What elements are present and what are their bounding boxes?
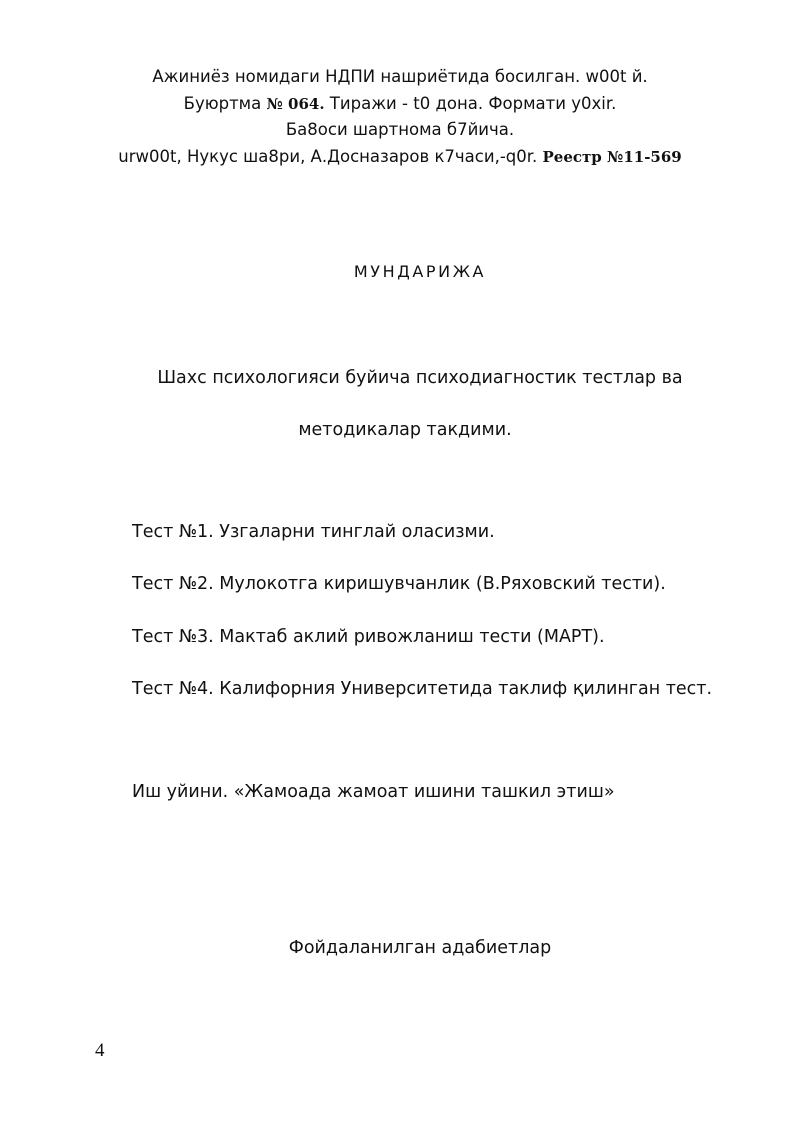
toc-item-test-1: Тест №1. Узгаларни тинглай оласизми. xyxy=(132,522,495,542)
order-number: № 064. xyxy=(266,94,325,113)
imprint-line-4 xyxy=(0,144,800,171)
publisher-address: urw00t, Нукус ша8ри, А.Досназаров к7часи,-q0r. xyxy=(118,146,543,166)
imprint-block xyxy=(0,64,800,170)
order-label: Буюртма xyxy=(183,93,267,113)
toc-item-references: Фойдаланилган адабиетлар xyxy=(288,938,552,958)
toc-item-test-2: Тест №2. Мулокотга киришувчанлик (В.Ряховский тести). xyxy=(132,574,666,594)
toc-item-test-3: Тест №3. Мактаб аклий ривожланиш тести (МАРТ). xyxy=(132,627,605,647)
contents-subtitle-line-1: Шахс психологияси буйича психодиагностик тестлар ва xyxy=(157,368,683,388)
registry-number: Реестр №11-569 xyxy=(542,147,682,166)
print-run: Тиражи - t0 дона. Формати y0xir. xyxy=(324,93,617,113)
imprint-line-3: Ба8оси шартнома б7йича. xyxy=(285,120,515,139)
toc-item-test-4: Тест №4. Калифорния Университетида таклиф қилинган тест. xyxy=(132,679,713,699)
imprint-line-1: Ажиниёз номидаги НДПИ нашриётида босилган. w00t й. xyxy=(152,67,648,86)
contents-subtitle-line-2: методикалар такдими. xyxy=(298,420,512,440)
contents-title: МУНДАРИЖА xyxy=(353,262,487,281)
imprint-line-2 xyxy=(0,91,800,118)
toc-item-business-game: Иш уйини. «Жамоада жамоат ишини ташкил этиш» xyxy=(132,782,615,802)
page-number: 4 xyxy=(95,1040,105,1061)
